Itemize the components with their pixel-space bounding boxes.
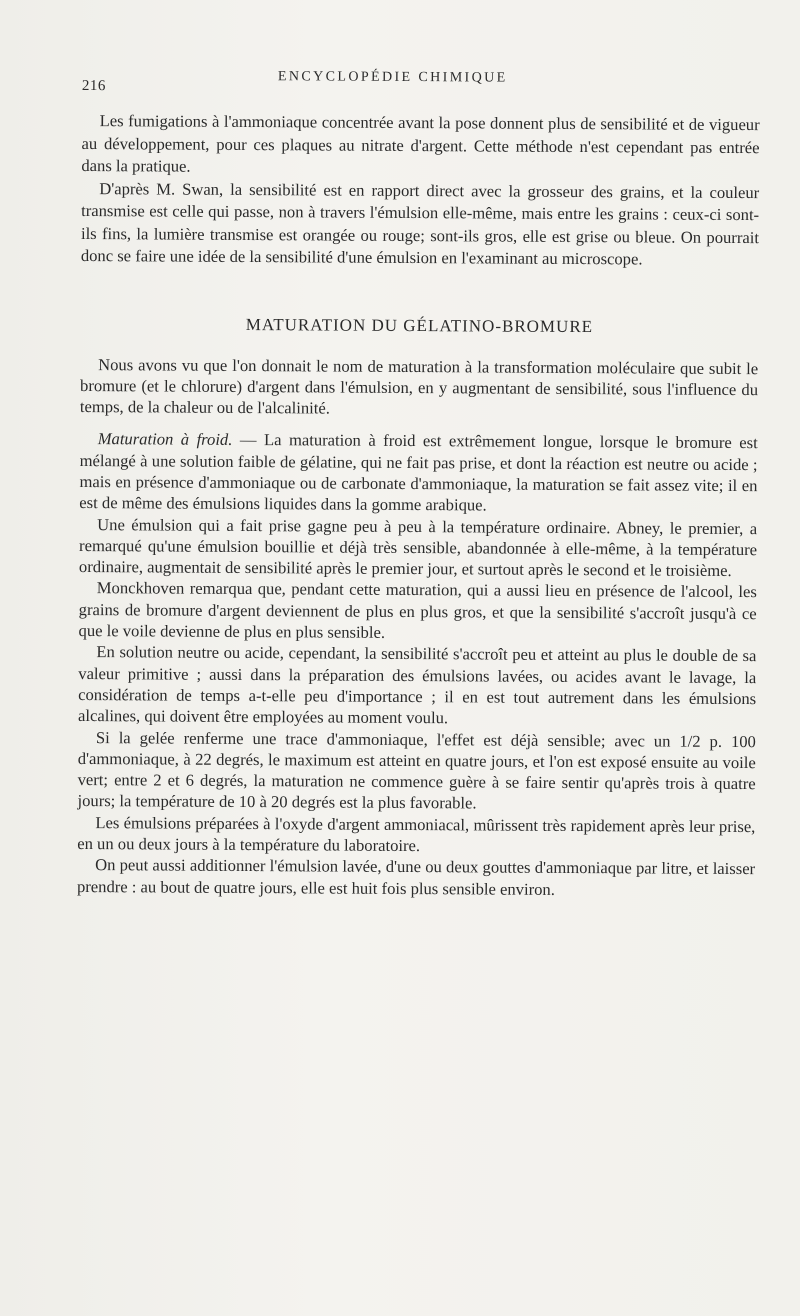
subsection-text: — La maturation à froid est extrêmement longue, lorsque le bromure est mélangé à une solution faible de gélatine, qui ne fait pas prise, et dont la réaction est neutre ou acide ; mais en présence d'ammoniaque ou de carbonate d'ammoniaque, la maturation se fait assez vite; il en est de même des émulsions liquides dans la gomme arabique.: [79, 430, 758, 515]
subsection-heading: Maturation à froid.: [97, 429, 233, 450]
running-head: [82, 68, 760, 102]
section-heading: MATURATION DU GÉLATINO-BROMURE: [245, 314, 594, 336]
paragraph: Si la gelée renferme une trace d'ammoniaque, l'effet est déjà sensible; avec un 1/2 p. 100 d'ammoniaque, à 22 degrés, le maximum est atteint en quatre jours, et l'on est exposé ensuite au voile vert; entre 2 et 6 degrés, la maturation ne commence guère à se faire sentir qu'après trois à quatre jours; la température de 10 à 20 degrés est la plus favorable.: [77, 727, 756, 813]
paragraph: Les émulsions préparées à l'oxyde d'argent ammoniacal, mûrissent très rapidement après leur prise, en un ou deux jours à la température du laboratoire.: [77, 812, 756, 856]
section-lead-paragraph: Nous avons vu que l'on donnait le nom de maturation à la transformation moléculaire que subit le bromure (et le chlorure) d'argent dans l'émulsion, en y augmentant de sensibilité, sous l'influence du temps, de la chaleur ou de l'alcalinité.: [79, 354, 759, 418]
page-content: [77, 68, 760, 901]
page-number: 216: [81, 77, 106, 95]
section-body: [77, 353, 758, 901]
paragraph: On peut aussi additionner l'émulsion lavée, d'une ou deux gouttes d'ammoniaque par litre, et laisser prendre : au bout de quatre jours, elle est huit fois plus sensible environ.: [76, 855, 756, 899]
paragraph: D'après M. Swan, la sensibilité est en rapport direct avec la grosseur des grains, et la couleur transmise est celle qui passe, non à travers l'émulsion elle-même, mais entre les grains : ceux-ci sont-ils fins, la lumière transmise est orangée ou rouge; sont-ils gros, elle est grise ou bleue. On pourrait donc se faire une idée de la sensibilité d'une émulsion en l'examinant au microscope.: [80, 178, 760, 269]
running-title: ENCYCLOPÉDIE CHIMIQUE: [277, 69, 508, 86]
paragraph: Les fumigations à l'ammoniaque concentrée avant la pose donnent plus de sensibilité et de vigueur au développement, pour ces plaques au nitrate d'argent. Cette méthode n'est cependant pas entrée dans la pratique.: [81, 111, 760, 176]
paragraph: Monckhoven remarqua que, pendant cette maturation, qui a aussi lieu en présence de l'alcool, les grains de bromure d'argent deviennent de plus en plus gros, et que la sensibilité s'accroît jusqu'à ce que le voile devienne de plus en plus sensible.: [78, 578, 757, 642]
paragraph: En solution neutre ou acide, cependant, la sensibilité s'accroît peu et atteint au plus le double de sa valeur primitive ; aussi dans la préparation des émulsions lavées, ou acides avant le lavage, la considération de temps a-t-elle peu d'importance ; il en est tout autrement dans les émulsions alcalines, qui doivent être employées au moment voulu.: [77, 642, 757, 728]
paragraph: Une émulsion qui a fait prise gagne peu à peu à la température ordinaire. Abney, le premier, a remarqué qu'une émulsion bouillie et déjà très sensible, abandonnée à elle-même, à la température ordinaire, augmentait de sensibilité après le premier jour, et surtout après le second et le troisième.: [78, 514, 758, 581]
intro-text: [81, 110, 760, 272]
subsection-paragraph: [79, 428, 758, 517]
